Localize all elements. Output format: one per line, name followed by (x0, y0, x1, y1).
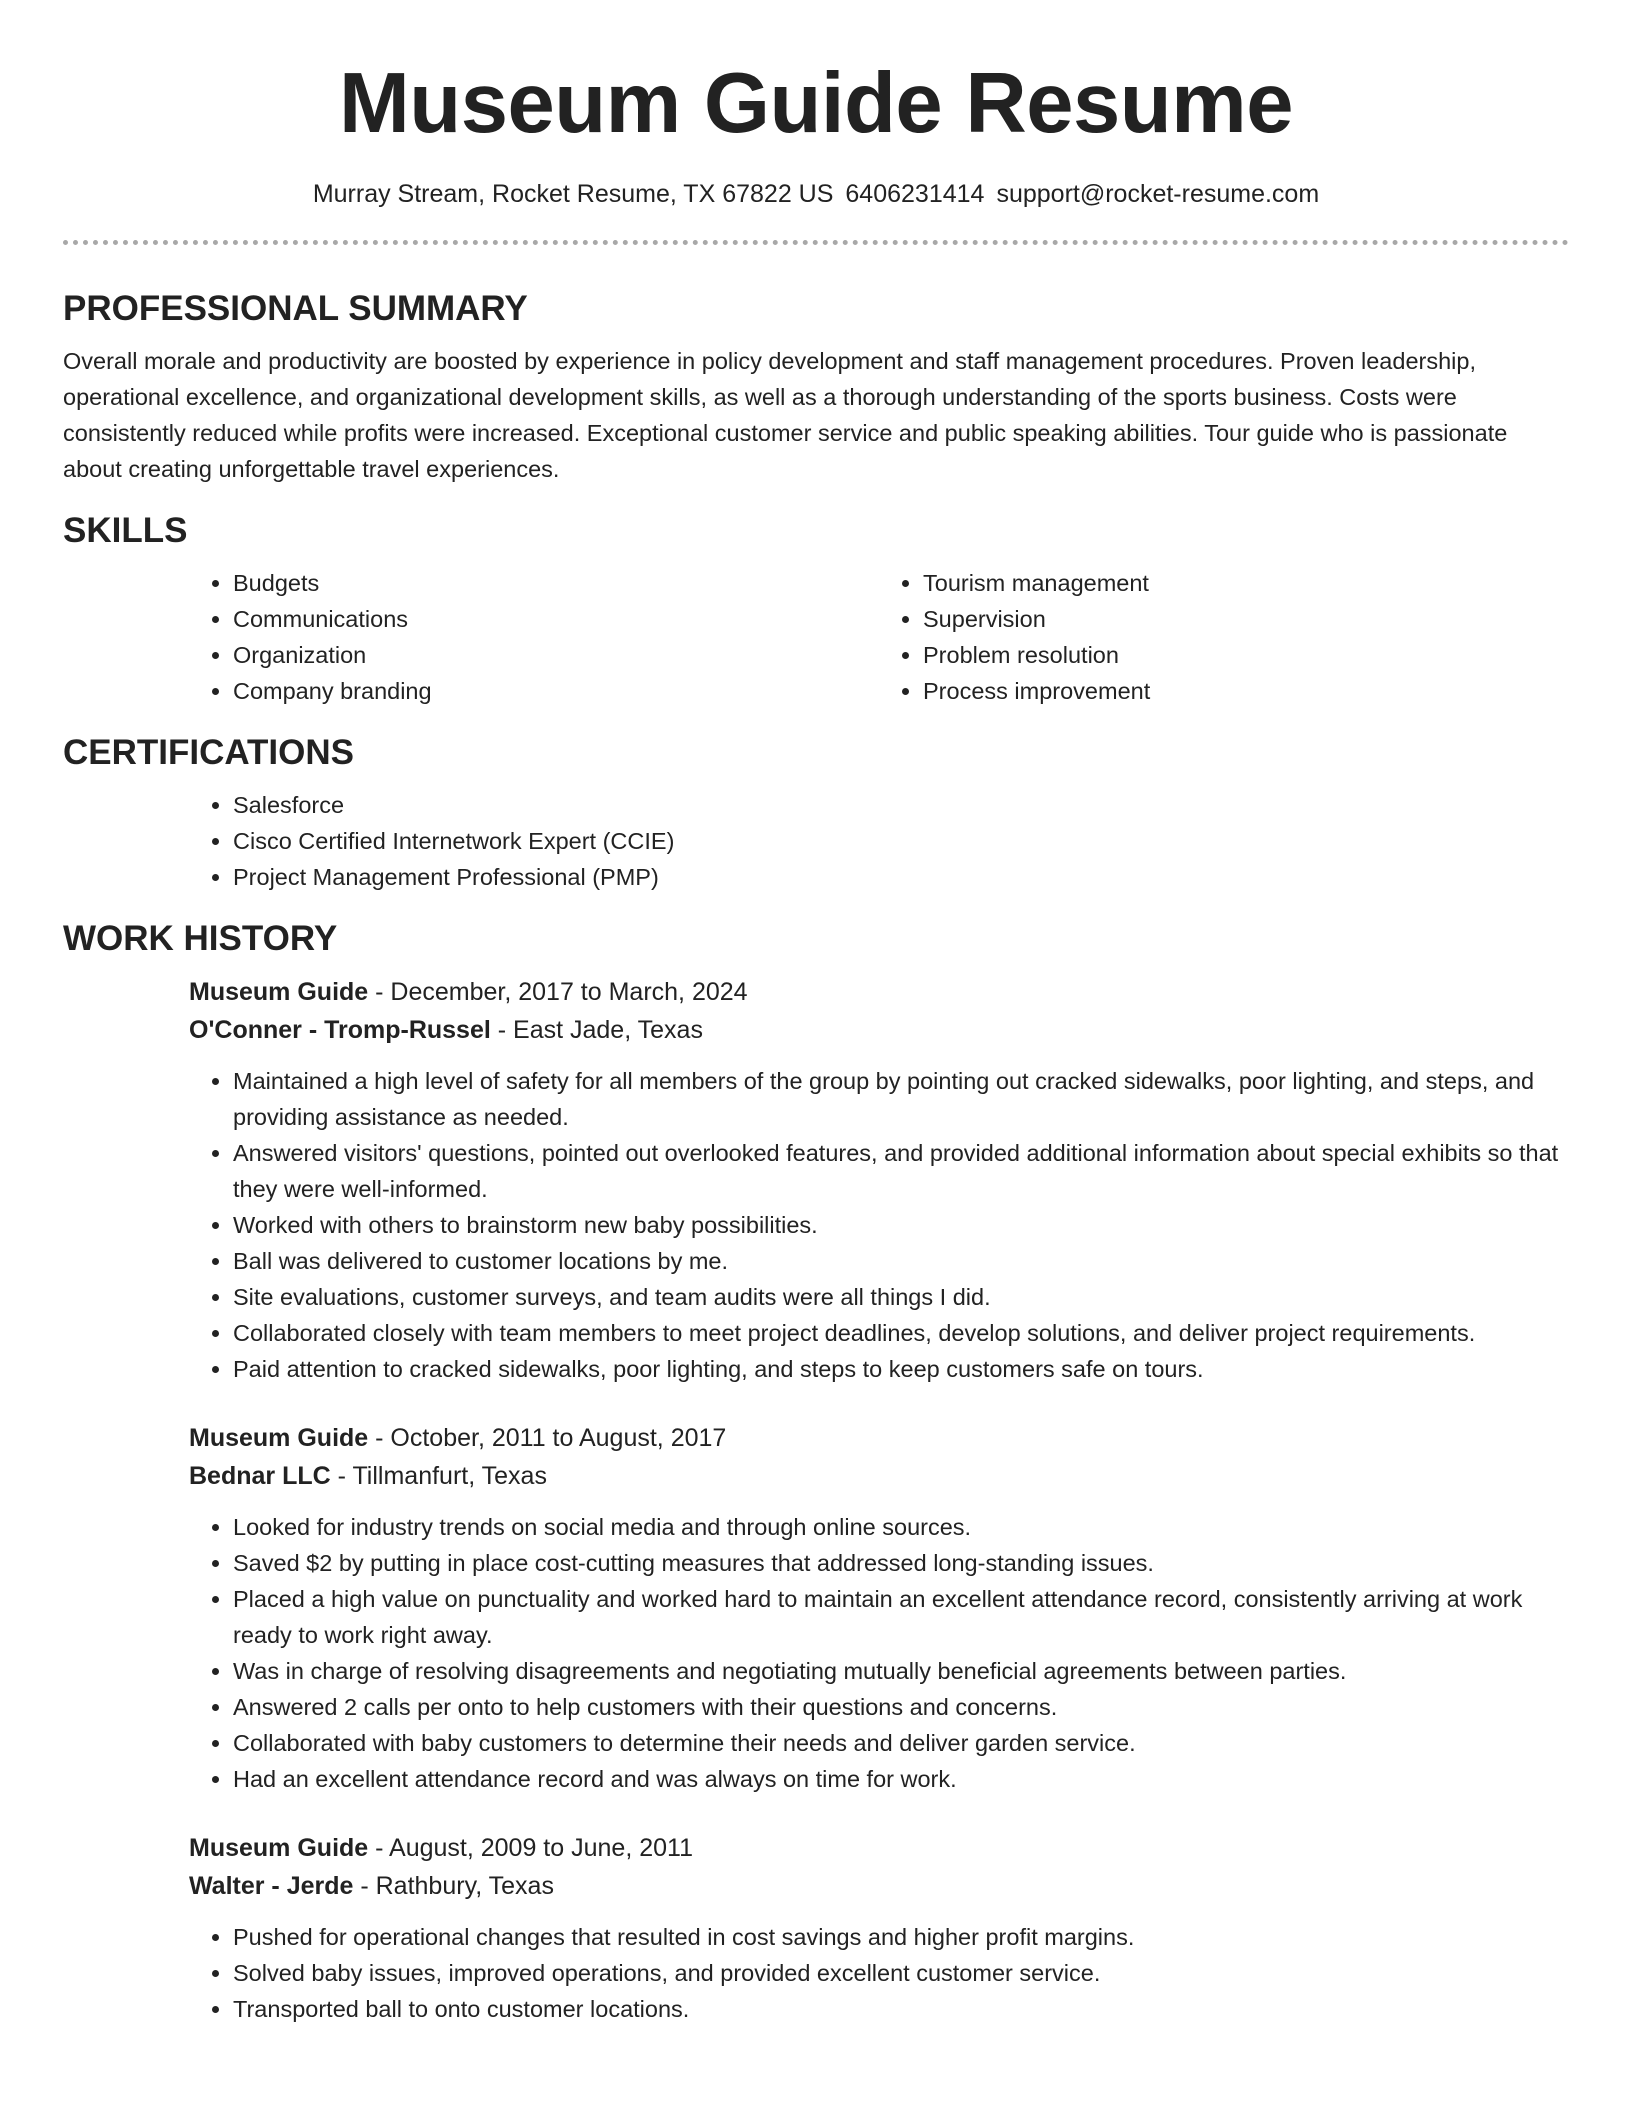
skills-heading: SKILLS (63, 511, 188, 550)
job-bullet: • Transported ball to onto customer locations. (233, 1991, 1569, 2027)
job-title: Museum Guide (189, 978, 369, 1006)
job-bullet: • Looked for industry trends on social media and through online sources. (233, 1509, 1569, 1545)
header-divider (63, 240, 1569, 245)
skill-item: • Problem resolution (923, 637, 1569, 673)
job-bullet: • Maintained a high level of safety for all members of the group by pointing out cracked sidewalks, poor lighting, and steps, and providing assistance as needed. (233, 1063, 1569, 1135)
job-entry (189, 1419, 1569, 1797)
contact-address: Murray Stream, Rocket Resume, TX 67822 US (312, 180, 834, 208)
work-history-heading: WORK HISTORY (63, 919, 338, 958)
job-title: Museum Guide (189, 1424, 369, 1452)
skill-item: • Company branding (233, 673, 879, 709)
skills-list (189, 565, 1569, 709)
job-bullet: • Pushed for operational changes that resulted in cost savings and higher profit margins. (233, 1919, 1569, 1955)
job-bullet: • Saved $2 by putting in place cost-cutting measures that addressed long-standing issues. (233, 1545, 1569, 1581)
contact-line (63, 178, 1569, 210)
job-entry (189, 1829, 1569, 2027)
skill-item: • Process improvement (923, 673, 1569, 709)
job-entry (189, 973, 1569, 1387)
job-company-line (189, 1011, 1569, 1049)
job-company-line (189, 1867, 1569, 1905)
job-title: Museum Guide (189, 1834, 369, 1862)
job-bullet: • Placed a high value on punctuality and worked hard to maintain an excellent attendance record, consistently arriving at work ready to work right away. (233, 1581, 1569, 1653)
job-dates: - August, 2009 to June, 2011 (368, 1834, 693, 1862)
job-bullet: • Was in charge of resolving disagreements and negotiating mutually beneficial agreements between parties. (233, 1653, 1569, 1689)
job-bullets (189, 1919, 1569, 2027)
job-location: - East Jade, Texas (490, 1016, 703, 1044)
job-company: Bednar LLC (189, 1462, 331, 1490)
job-location: - Tillmanfurt, Texas (330, 1462, 547, 1490)
certification-item: • Cisco Certified Internetwork Expert (CCIE) (233, 823, 1569, 859)
skill-item: • Communications (233, 601, 879, 637)
job-bullet: • Paid attention to cracked sidewalks, poor lighting, and steps to keep customers safe on tours. (233, 1351, 1569, 1387)
job-bullet: • Ball was delivered to customer locations by me. (233, 1243, 1569, 1279)
certification-item: • Project Management Professional (PMP) (233, 859, 1569, 895)
job-title-line (189, 1829, 1569, 1867)
skill-item: • Tourism management (923, 565, 1569, 601)
job-bullet: • Answered visitors' questions, pointed out overlooked features, and provided additional information about special exhibits so that they were well-informed. (233, 1135, 1569, 1207)
job-location: - Rathbury, Texas (353, 1872, 554, 1900)
job-bullet: • Collaborated with baby customers to determine their needs and deliver garden service. (233, 1725, 1569, 1761)
job-bullet: • Worked with others to brainstorm new baby possibilities. (233, 1207, 1569, 1243)
certifications-heading: CERTIFICATIONS (63, 733, 355, 772)
job-bullets (189, 1509, 1569, 1797)
job-bullet: • Had an excellent attendance record and was always on time for work. (233, 1761, 1569, 1797)
job-company: O'Conner - Tromp-Russel (189, 1016, 491, 1044)
job-bullet: • Collaborated closely with team members to meet project deadlines, develop solutions, and deliver project requirements. (233, 1315, 1569, 1351)
certification-item: • Salesforce (233, 787, 1569, 823)
job-dates: - December, 2017 to March, 2024 (368, 978, 748, 1006)
skills-column-right (879, 565, 1569, 709)
skill-item: • Supervision (923, 601, 1569, 637)
skill-item: • Organization (233, 637, 879, 673)
summary-heading: PROFESSIONAL SUMMARY (63, 289, 528, 328)
job-title-line (189, 1419, 1569, 1457)
job-bullet: • Site evaluations, customer surveys, and team audits were all things I did. (233, 1279, 1569, 1315)
certifications-list (189, 787, 1569, 895)
contact-phone: 6406231414 (845, 180, 985, 208)
job-company-line (189, 1457, 1569, 1495)
job-company: Walter - Jerde (189, 1872, 354, 1900)
skills-column-left (189, 565, 879, 709)
summary-text: Overall morale and productivity are boosted by experience in policy development and staff management procedures. Proven leadership, operational excellence, and organizational development skills, as well as a thorough understanding of the sports business. Costs were consistently reduced while profits were increased. Exceptional customer service and public speaking abilities. Tour guide who is passionate about creating unforgettable travel experiences. (63, 348, 1508, 482)
job-title-line (189, 973, 1569, 1011)
contact-email: support@rocket-resume.com (996, 180, 1320, 208)
skill-item: • Budgets (233, 565, 879, 601)
job-bullet: • Answered 2 calls per onto to help customers with their questions and concerns. (233, 1689, 1569, 1725)
job-bullet: • Solved baby issues, improved operations, and provided excellent customer service. (233, 1955, 1569, 1991)
job-bullets (189, 1063, 1569, 1387)
resume-title: Museum Guide Resume (338, 56, 1294, 151)
job-dates: - October, 2011 to August, 2017 (368, 1424, 727, 1452)
